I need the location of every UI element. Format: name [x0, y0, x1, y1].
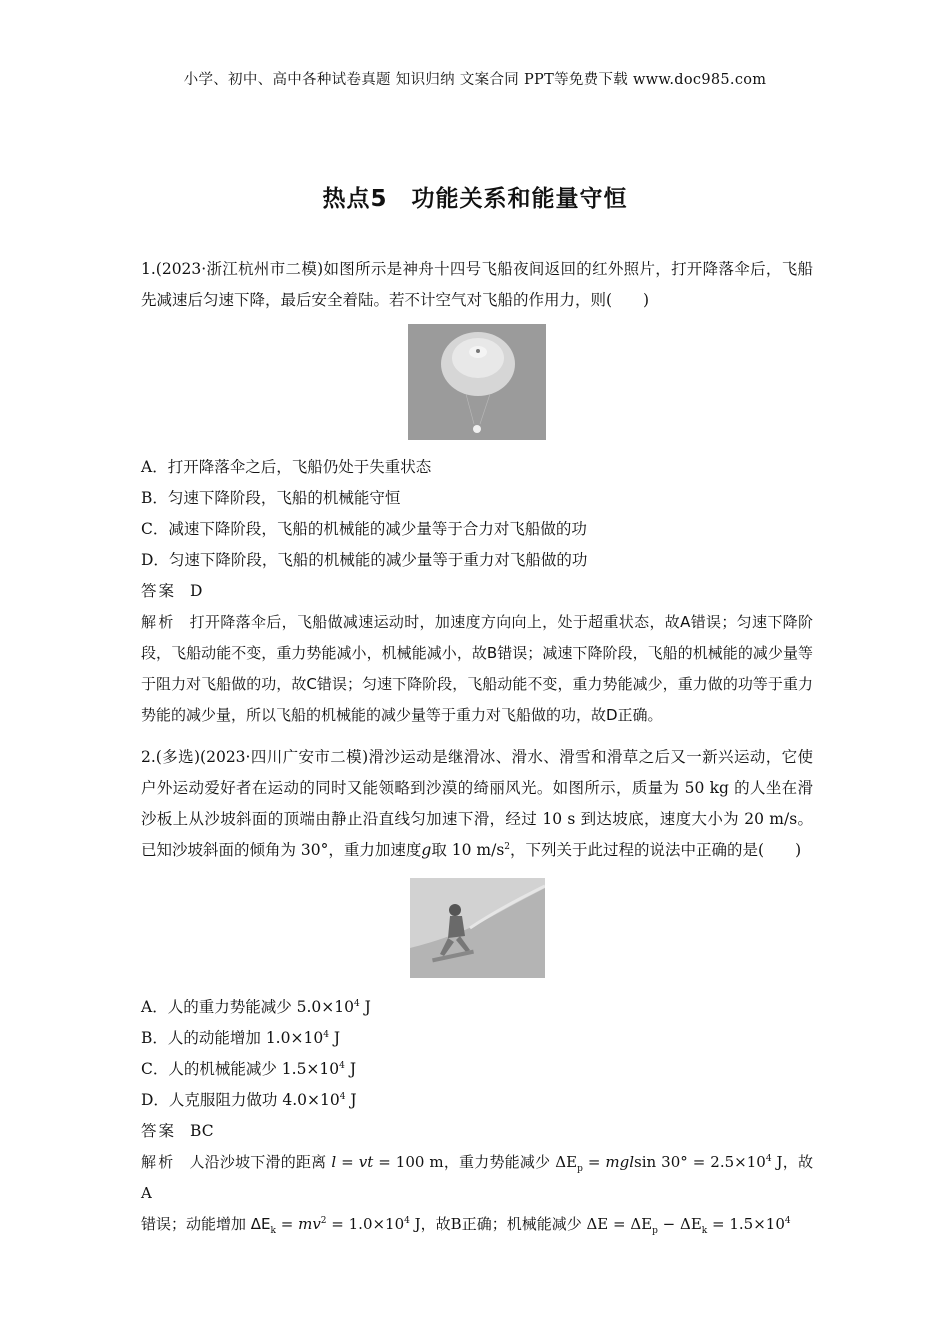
- q2-stem-g: g: [421, 841, 432, 859]
- parachute-infrared-photo: [408, 324, 546, 440]
- sand-sliding-photo: [410, 878, 545, 978]
- q2-stem-end: ，下列关于此过程的说法中正确的是( ): [510, 841, 802, 859]
- q2-option-c: C．人的机械能减少 $1.5\times 10^4$ J: [141, 1060, 357, 1078]
- q1-analysis: 打开降落伞后，飞船做减速运动时，加速度方向向上，处于超重状态，故A错误；匀速下降阶段，飞船动能不变，重力势能减小，机械能减小，故B错误；减速下降阶段，飞船的机械能的减少量等于阻力对飞船做的功，故C错误；匀速下降阶段，飞船动能不变，重力势能减少，重力做的功等于重力势能的减少量，所以飞船的机械能的减少量等于重力对飞船做的功，故D正确。: [141, 613, 813, 724]
- q2-option-b: B．人的动能增加 $1.0\times 10^4$ J: [141, 1029, 341, 1047]
- q1-answer-label: 答案: [141, 582, 177, 600]
- q2-stem-main: 2.(多选)(2023·四川广安市二模)滑沙运动是继滑冰、滑水、滑雪和滑草之后又一新兴运动，它使户外运动爱好者在运动的同时又能领略到沙漠的绮丽风光。如图所示，质量为 50 kg 的人坐在滑沙板上从沙坡斜面的顶端由静止沿直线匀加速下滑，经过 10 s 到达坡底，速度大小为 20 m/s。已知沙坡斜面的倾角为 30°，重力加速度: [141, 748, 813, 859]
- q1-option-c: C．减速下降阶段，飞船的机械能的减少量等于合力对飞船做的功: [141, 520, 587, 538]
- q1-answer-line: [141, 576, 813, 607]
- question-1-stem: 1.(2023·浙江杭州市二模)如图所示是神舟十四号飞船夜间返回的红外照片，打开降落伞后，飞船先减速后匀速下降，最后安全着陆。若不计空气对飞船的作用力，则( ): [141, 260, 813, 309]
- q2-option-d: D．人克服阻力做功 $4.0\times 10^4$ J: [141, 1091, 357, 1109]
- q1-analysis-line: [141, 607, 813, 731]
- q2-analysis-line: 解析 人沿沙坡下滑的距离 l = vt = 100 m，重力势能减少 $\Delta E_p = mglsin$ $30^\circ = 2.5\times 10^4$ J，故A 错误；动能增加 $\Delta E_k = mv^2 = 1.0\times 10^4$ J，故B正确；机械能减少 $\Delta E = \Delta E_p - \Delta E_k = 1.5\times 10^4$: [141, 1153, 813, 1236]
- q2-analysis-label: 解析: [141, 1153, 176, 1171]
- q2-answer-line: [141, 1116, 813, 1147]
- q2-answer: BC: [190, 1122, 214, 1140]
- question-1: [141, 254, 813, 731]
- q1-option-d: D．匀速下降阶段，飞船的机械能的减少量等于重力对飞船做的功: [141, 551, 588, 569]
- page-header: 小学、初中、高中各种试卷真题 知识归纳 文案合同 PPT等免费下载 www.doc985.com: [183, 72, 767, 88]
- q1-option-b: B．匀速下降阶段，飞船的机械能守恒: [141, 489, 401, 507]
- q2-stem-tail: 取 10 m/s: [431, 841, 505, 859]
- q2-answer-label: 答案: [141, 1122, 177, 1140]
- question-2: [141, 742, 813, 1240]
- q1-analysis-label: 解析: [141, 613, 176, 631]
- q2-stem-sup: 2: [504, 841, 511, 852]
- q1-option-a: A．打开降落伞之后，飞船仍处于失重状态: [141, 458, 432, 476]
- q1-answer: D: [190, 582, 203, 600]
- page-title: 热点5 功能关系和能量守恒: [322, 186, 628, 212]
- q2-option-a: A．人的重力势能减少 $5.0\times 10^4$ J: [141, 998, 371, 1016]
- question-2-stem: [141, 742, 813, 866]
